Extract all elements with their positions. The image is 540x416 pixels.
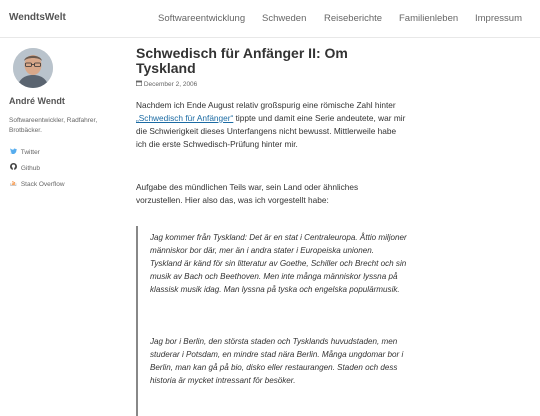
- stack-overflow-icon: [10, 179, 19, 188]
- paragraph-text: Nachdem ich Ende August relativ großspurig eine römische Zahl hinter: [136, 100, 396, 110]
- github-icon: [10, 163, 19, 172]
- social-link-label: Stack Overflow: [20, 181, 65, 188]
- blockquote: [136, 226, 408, 416]
- author-name: André Wendt: [9, 96, 65, 106]
- social-link-stack-overflow[interactable]: [10, 179, 65, 188]
- nav-link-softwareentwicklung[interactable]: Softwareentwicklung: [158, 13, 246, 24]
- twitter-icon: [10, 148, 19, 156]
- site-brand[interactable]: WendtsWelt: [9, 12, 66, 23]
- paragraph-text: tippte und damit eine Serie andeutete, war mir die Schwierigkeit dieses Unterfangens nicht bewusst. Mittlerweile habe ich die erste Schwedisch-Prüfung hinter mir.: [136, 113, 406, 149]
- quote-paragraph-1: Jag kommer från Tyskland: Det är en stat i Centraleuropa. Åttio miljoner människor bor där, mer än i andra stater i Europeiska unionen. Tyskland är känd för sin litteratur av Goethe, Schiller och Brecht och sin musik av Bach och Beethoven. Men inte många människor lyssna på klassisk musik idag. Man lyssna på tyska och engelska populärmusik.: [150, 233, 407, 294]
- top-navbar: [0, 0, 540, 38]
- social-link-twitter[interactable]: [10, 148, 40, 156]
- avatar-image: [13, 48, 53, 88]
- post-title: Schwedisch für Anfänger II: Om Tyskland: [136, 45, 348, 76]
- social-link-label: Twitter: [20, 149, 40, 156]
- social-link-github[interactable]: [10, 163, 40, 172]
- nav-link-familienleben[interactable]: Familienleben: [399, 13, 459, 24]
- nav-link-impressum[interactable]: Impressum: [475, 13, 522, 24]
- post-paragraph-1: [136, 99, 406, 151]
- avatar: [13, 48, 53, 88]
- social-link-label: Github: [20, 165, 40, 172]
- post-paragraph-2: Aufgabe des mündlichen Teils war, sein Land oder ähnliches vorzustellen. Hier also das, was ich vorgestellt habe:: [136, 182, 359, 205]
- link-schwedisch-fuer-anfaenger[interactable]: „Schwedisch für Anfänger“: [136, 113, 234, 123]
- nav-link-reiseberichte[interactable]: Reiseberichte: [324, 13, 383, 24]
- calendar-icon: [136, 81, 144, 88]
- post-date: [136, 80, 197, 88]
- author-bio: Softwareentwickler, Radfahrer, Brotbäcker.: [9, 117, 98, 134]
- nav-link-schweden[interactable]: Schweden: [262, 13, 307, 24]
- post-date-text: December 2, 2006: [143, 81, 198, 88]
- quote-paragraph-2: Jag bor i Berlin, den största staden och Tysklands huvudstaden, men studerar i Potsdam, en mindre stad nära Berlin. Många ungdomar bor i Berlin, man kan gå på bio, disko eller restaurangen. Staden och dess historia är mycket intressant för besöker.: [150, 337, 404, 385]
